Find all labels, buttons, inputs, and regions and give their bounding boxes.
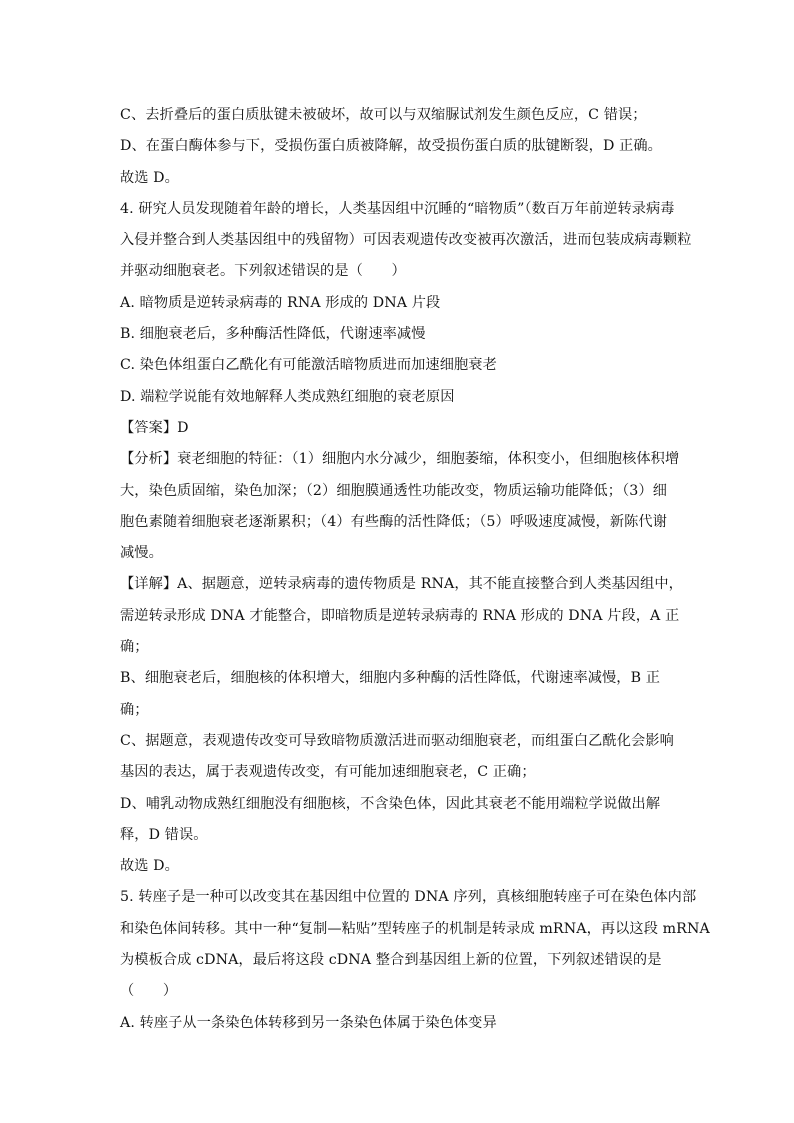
text-line: 确； (120, 639, 149, 656)
text-line: D、在蛋白酶体参与下，受损伤蛋白质被降解，故受损伤蛋白质的肽键断裂，D 正确。 (120, 138, 662, 155)
text-line: 大，染色质固缩，染色加深；（2）细胞膜通透性功能改变，物质运输功能降低；（3）细 (120, 482, 667, 499)
text-line: （ ） (120, 983, 178, 1000)
text-line: C. 染色体组蛋白乙酰化有可能激活暗物质进而加速细胞衰老 (120, 357, 497, 374)
text-line: A. 暗物质是逆转录病毒的 RNA 形成的 DNA 片段 (120, 294, 441, 311)
text-line: A. 转座子从一条染色体转移到另一条染色体属于染色体变异 (120, 1014, 497, 1031)
text-line: C、据题意，表观遗传改变可导致暗物质激活进而驱动细胞衰老，而组蛋白乙酰化会影响 (120, 732, 674, 749)
text-line: 入侵并整合到人类基因组中的残留物）可因表观遗传改变被再次激活，进而包装成病毒颗粒 (120, 232, 692, 249)
text-line: 胞色素随着细胞衰老逐渐累积；（4）有些酶的活性降低；（5）呼吸速度减慢，新陈代谢 (120, 513, 667, 530)
text-line: 【分析】衰老细胞的特征：（1）细胞内水分减少，细胞萎缩，体积变小，但细胞核体积增 (120, 451, 680, 468)
text-line: 确； (120, 701, 149, 718)
text-line: 【答案】D (120, 419, 189, 436)
text-line: 故选 D。 (120, 858, 179, 875)
text-line: 5. 转座子是一种可以改变其在基因组中位置的 DNA 序列，真核细胞转座子可在染色体内部 (120, 889, 697, 906)
text-line: 4. 研究人员发现随着年龄的增长，人类基因组中沉睡的“暗物质”（数百万年前逆转录病毒 (120, 200, 675, 217)
text-line: B. 细胞衰老后，多种酶活性降低，代谢速率减慢 (120, 326, 426, 343)
text-line: 需逆转录形成 DNA 才能整合，即暗物质是逆转录病毒的 RNA 形成的 DNA 片段，A 正 (120, 607, 680, 624)
text-line: 和染色体间转移。其中一种“复制—粘贴”型转座子的机制是转录成 mRNA，再以这段 mRNA (120, 920, 710, 937)
text-line: 减慢。 (120, 545, 163, 562)
text-line: C、去折叠后的蛋白质肽键未被破坏，故可以与双缩脲试剂发生颜色反应，C 错误； (120, 107, 647, 123)
text-line: 释，D 错误。 (120, 826, 208, 843)
text-line: B、细胞衰老后，细胞核的体积增大，细胞内多种酶的活性降低，代谢速率减慢，B 正 (120, 670, 661, 687)
text-line: 故选 D。 (120, 169, 179, 186)
text-line: 为模板合成 cDNA，最后将这段 cDNA 整合到基因组上新的位置，下列叙述错误的是 (120, 952, 662, 969)
text-line: D、哺乳动物成熟红细胞没有细胞核，不含染色体，因此其衰老不能用端粒学说做出解 (120, 795, 661, 812)
text-line: 【详解】A、据题意，逆转录病毒的遗传物质是 RNA，其不能直接整合到人类基因组中， (120, 576, 683, 593)
text-line: 并驱动细胞衰老。下列叙述错误的是（ ） (120, 263, 406, 280)
text-line: 基因的表达，属于表观遗传改变，有可能加速细胞衰老，C 正确； (120, 764, 536, 781)
text-line: D. 端粒学说能有效地解释人类成熟红细胞的衰老原因 (120, 388, 455, 405)
